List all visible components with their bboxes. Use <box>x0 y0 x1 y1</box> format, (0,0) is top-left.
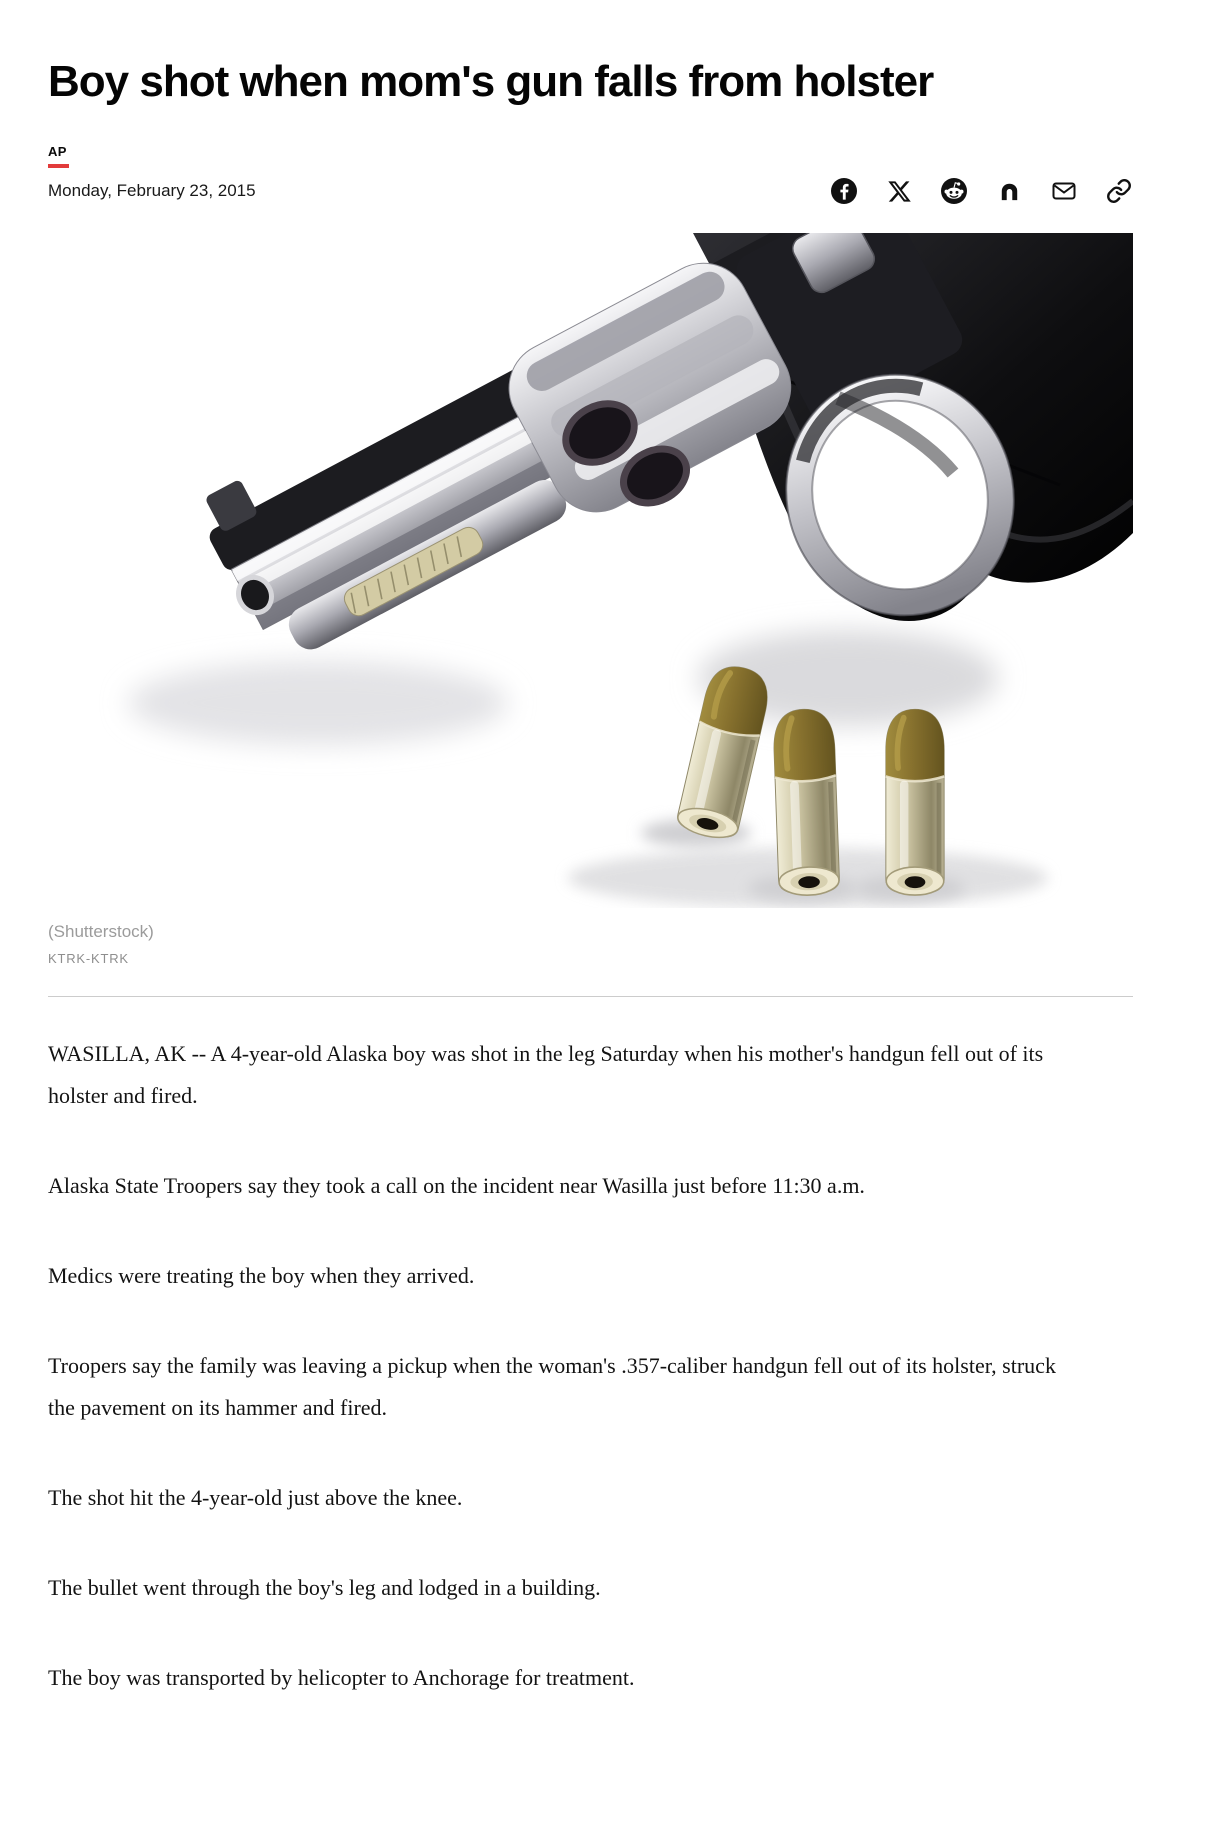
article-page <box>48 58 1133 1699</box>
x-share-icon[interactable] <box>885 177 913 205</box>
nextdoor-share-icon[interactable] <box>995 177 1023 205</box>
source-accent-bar <box>48 164 69 168</box>
paragraph: WASILLA, AK -- A 4-year-old Alaska boy was shot in the leg Saturday when his mother's handgun fell out of its holster and fired. <box>48 1041 1044 1109</box>
facebook-share-icon[interactable] <box>830 177 858 205</box>
paragraph: Medics were treating the boy when they arrived. <box>48 1263 475 1289</box>
article-body <box>48 997 1133 1699</box>
share-toolbar <box>830 177 1133 205</box>
page-title: Boy shot when mom's gun falls from holster <box>48 57 934 106</box>
paragraph: Alaska State Troopers say they took a call on the incident near Wasilla just before 11:30 a.m. <box>48 1173 865 1199</box>
paragraph: The boy was transported by helicopter to Anchorage for treatment. <box>48 1665 635 1691</box>
station-tag: KTRK-KTRK <box>48 951 129 967</box>
reddit-share-icon[interactable] <box>940 177 968 205</box>
copy-link-icon[interactable] <box>1105 177 1133 205</box>
paragraph: The bullet went through the boy's leg and lodged in a building. <box>48 1575 601 1601</box>
revolver-bullets-illustration <box>48 233 1133 908</box>
paragraph: The shot hit the 4-year-old just above the knee. <box>48 1485 463 1511</box>
article-image <box>48 233 1133 908</box>
publish-date: Monday, February 23, 2015 <box>48 181 256 201</box>
source-label[interactable]: AP <box>48 144 67 160</box>
image-credit: (Shutterstock) <box>48 922 154 942</box>
meta-row <box>48 177 1133 205</box>
byline <box>48 143 1133 168</box>
email-share-icon[interactable] <box>1050 177 1078 205</box>
paragraph: Troopers say the family was leaving a pickup when the woman's .357-caliber handgun fell out of its holster, struck the pavement on its hammer and fired. <box>48 1353 1056 1421</box>
